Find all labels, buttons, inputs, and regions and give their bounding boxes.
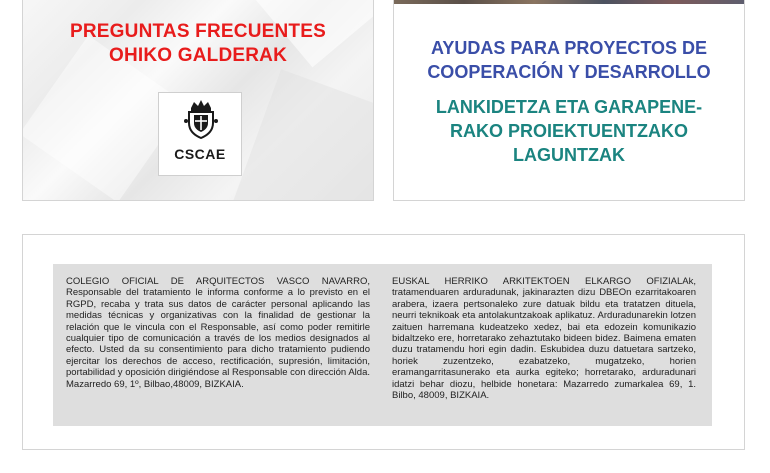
title-line: LANKIDETZA ETA GARAPENE- [435,97,703,117]
cooperation-title-es [394,36,744,84]
privacy-section [22,234,745,450]
cooperation-image [394,0,744,4]
title-line: COOPERACIÓN Y DESARROLLO [427,62,711,82]
privacy-text-eu: EUSKAL HERRIKO ARKITEKTOEN ELKARGO OFIZIALAk, tratamenduaren arduradunak, jakinarazten dizu DBEOn ezarritakoaren arabera, izaera pertsonaleko zure datuak bildu eta tratatzen dituela, neurri teknikoak eta antolakuntzakoak aplikatuz. Arduradunarekin lotzen zaituen harremana kudeatzeko xedez, bai eta edozein komunikazio bidaltzeko ere, horretarako zehaztutako bideen bidez. Baimena ematen duzu tratamendu hori egin dadin. Eskubidea duzu datuetara sartzeko, horiek zuzentzeko, ezabatzeko, mugatzeko, horien eramangarritasunerako eta aurka egiteko; horretarako, arduradunari idatzi behar diozu, helbide honetara: Mazarredo zumarkalea 69, 1. Bilbo, 48009, BIZKAIA. [392,276,696,402]
faq-title-es: PREGUNTAS FRECUENTES [70,21,326,42]
background-facet [233,69,374,201]
title-line: LAGUNTZAK [513,145,625,165]
crown-shield-icon [182,99,220,139]
title-line: AYUDAS PARA PROYECTOS DE [430,38,708,58]
faq-card[interactable] [22,0,374,201]
privacy-text-es: COLEGIO OFICIAL DE ARQUITECTOS VASCO NAVARRO, Responsable del tratamiento le informa conforme a lo previsto en el RGPD, recaba y trata sus datos de carácter personal aplicando las medidas técnicas y organizativas con la finalidad de gestionar la relación que le vincula con el Responsable, así como poder remitirle cualquier tipo de comunicación a través de los medios designados al efecto. Usted da su consentimiento para dicho tratamiento pudiendo ejercitar los derechos de acceso, rectificación, supresión, limitación, portabilidad y oposición dirigiéndose al Responsable con dirección Alda. Mazarredo 69, 1º, Bilbao,48009, BIZKAIA. [66,276,370,390]
logo-text: CSCAE [174,146,226,162]
privacy-panel [53,264,712,426]
title-line: RAKO PROIEKTUENTZAKO [450,121,688,141]
cscae-logo [158,92,242,176]
faq-title-eu: OHIKO GALDERAK [108,45,288,66]
cooperation-title-eu [394,95,744,167]
cooperation-card[interactable] [393,0,745,201]
